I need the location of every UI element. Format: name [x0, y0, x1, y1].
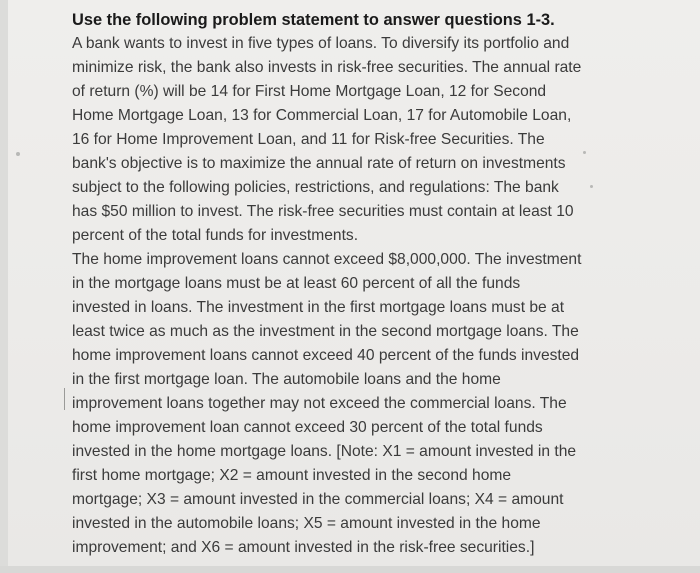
text-line: of return (%) will be 14 for First Home Mortgage Loan, 12 for Second: [72, 83, 547, 100]
text-line: subject to the following policies, restrictions, and regulations: The bank: [72, 179, 559, 196]
text-line: first home mortgage; X2 = amount invested in the second home: [72, 467, 512, 484]
text-line: has $50 million to invest. The risk-free securities must contain at least 10: [72, 203, 574, 220]
text-line: in the first mortgage loan. The automobile loans and the home: [72, 371, 501, 388]
text-line: home improvement loan cannot exceed 30 percent of the total funds: [72, 419, 543, 436]
text-line: mortgage; X3 = amount invested in the commercial loans; X4 = amount: [72, 491, 564, 508]
problem-statement: [72, 8, 606, 560]
text-line: bank's objective is to maximize the annual rate of return on investments: [72, 155, 566, 172]
problem-heading: Use the following problem statement to answer questions 1-3.: [72, 11, 555, 29]
text-line: Home Mortgage Loan, 13 for Commercial Loan, 17 for Automobile Loan,: [72, 107, 572, 124]
text-line: The home improvement loans cannot exceed $8,000,000. The investment: [72, 251, 582, 268]
text-line: invested in the home mortgage loans. [Note: X1 = amount invested in the: [72, 443, 577, 460]
text-line: 16 for Home Improvement Loan, and 11 for Risk-free Securities. The: [72, 131, 545, 148]
dust-speck: [16, 152, 20, 156]
text-line: A bank wants to invest in five types of loans. To diversify its portfolio and: [72, 35, 570, 52]
bottom-page-edge: [0, 566, 700, 573]
text-line: minimize risk, the bank also invests in risk-free securities. The annual rate: [72, 59, 582, 76]
text-cursor-mark: [64, 388, 65, 410]
text-line: least twice as much as the investment in the second mortgage loans. The: [72, 323, 579, 340]
text-line: percent of the total funds for investments.: [72, 227, 359, 244]
text-line: invested in loans. The investment in the first mortgage loans must be at: [72, 299, 565, 316]
text-line: improvement; and X6 = amount invested in the risk-free securities.]: [72, 539, 535, 556]
left-page-edge: [0, 0, 8, 573]
text-line: invested in the automobile loans; X5 = amount invested in the home: [72, 515, 541, 532]
text-line: home improvement loans cannot exceed 40 percent of the funds invested: [72, 347, 580, 364]
text-line: in the mortgage loans must be at least 60 percent of all the funds: [72, 275, 521, 292]
text-line: improvement loans together may not exceed the commercial loans. The: [72, 395, 567, 412]
